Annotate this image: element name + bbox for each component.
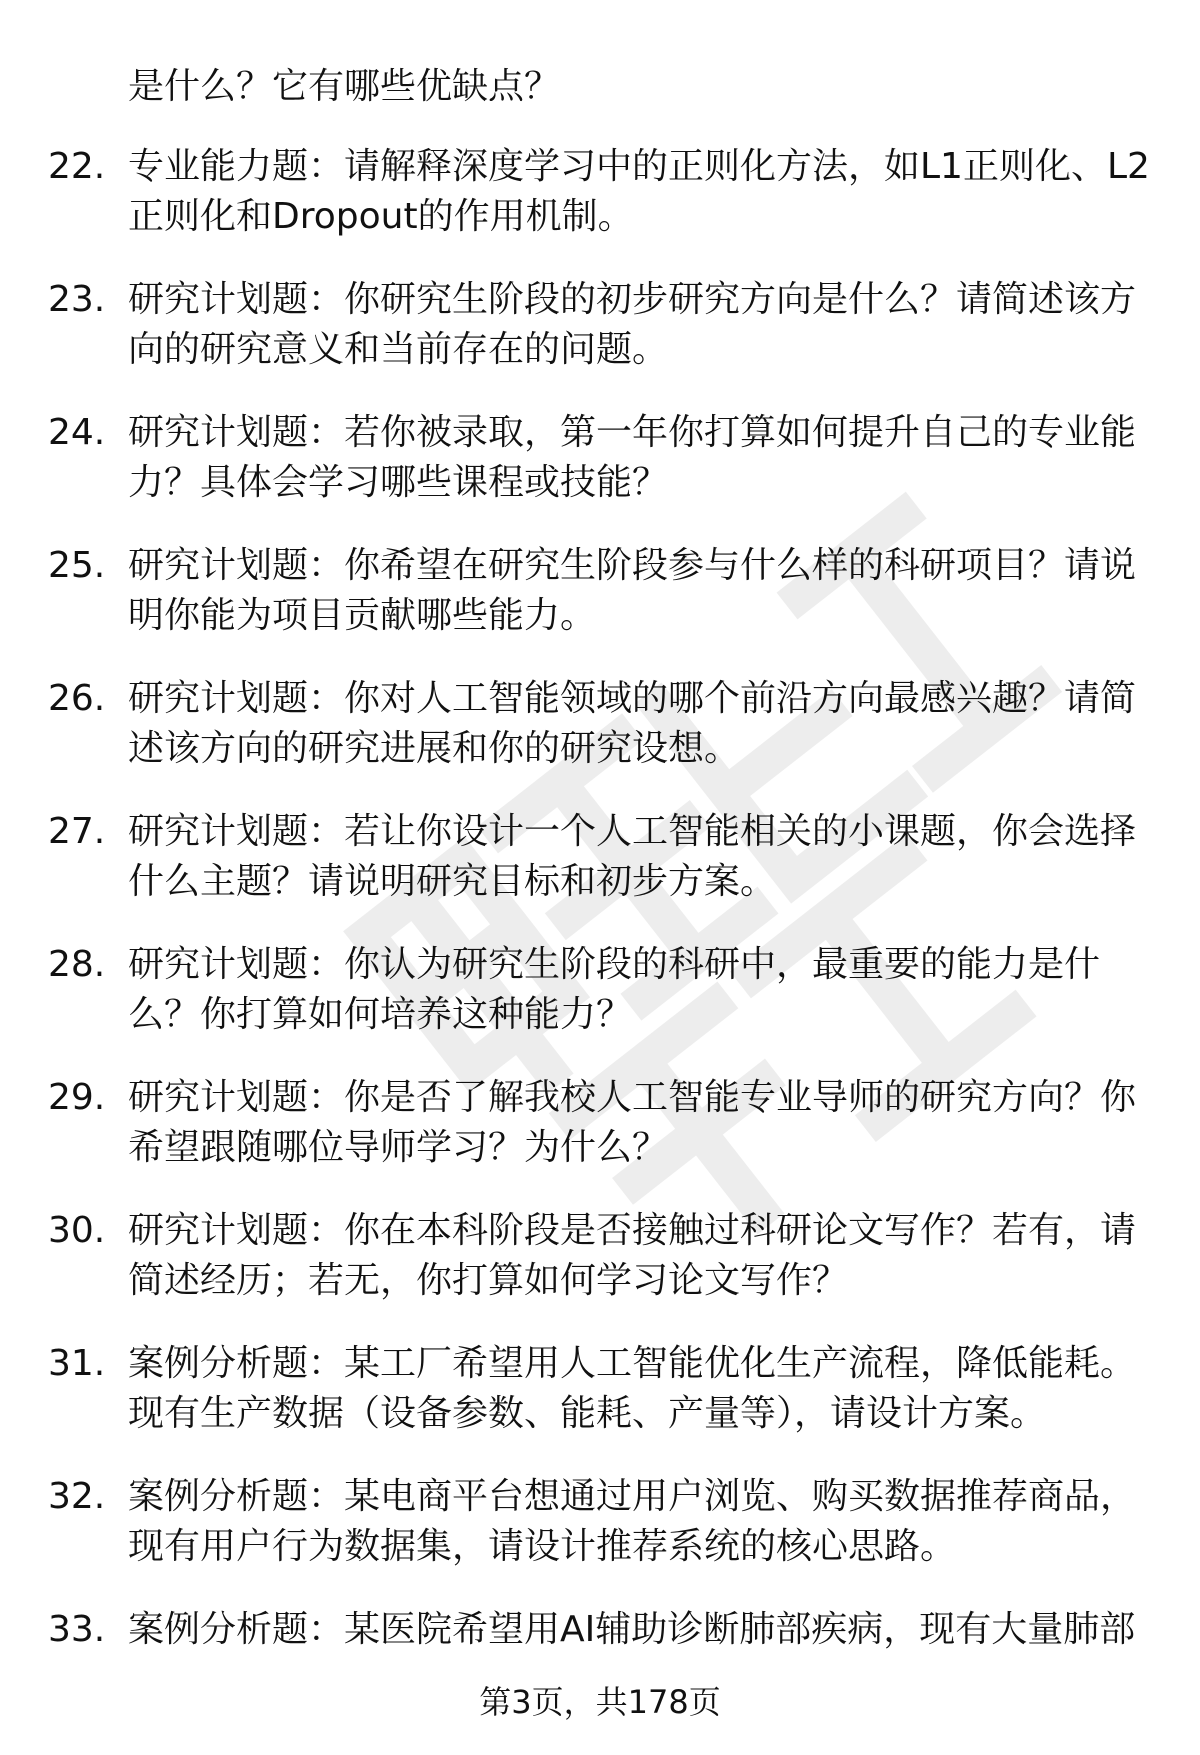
question-item-23 bbox=[0, 275, 1200, 408]
question-text bbox=[128, 674, 1148, 774]
question-number: 30. bbox=[48, 1210, 106, 1251]
question-text bbox=[128, 940, 1148, 1040]
question-item-31 bbox=[0, 1339, 1200, 1472]
question-item-27 bbox=[0, 807, 1200, 940]
question-line: 研究计划题：若你被录取，第一年你打算如何提升自己的专业能 bbox=[128, 412, 1137, 453]
question-number: 27. bbox=[48, 811, 106, 852]
question-text bbox=[128, 1073, 1148, 1173]
question-item-24 bbox=[0, 408, 1200, 541]
page-number-footer: 第3页，共178页 bbox=[479, 1683, 721, 1721]
question-line: 研究计划题：你是否了解我校人工智能专业导师的研究方向？你 bbox=[128, 1077, 1137, 1118]
question-text bbox=[128, 275, 1148, 375]
question-list bbox=[0, 142, 1200, 1738]
question-number: 33. bbox=[48, 1609, 106, 1650]
question-line: 案例分析题：某工厂希望用人工智能优化生产流程，降低能耗。 bbox=[128, 1343, 1137, 1384]
question-line: 专业能力题：请解释深度学习中的正则化方法，如L1正则化、L2 bbox=[128, 146, 1150, 187]
question-line: 正则化和Dropout的作用机制。 bbox=[128, 196, 634, 237]
question-line: 希望跟随哪位导师学习？为什么？ bbox=[128, 1127, 669, 1168]
question-number: 31. bbox=[48, 1343, 106, 1384]
question-line: 研究计划题：你在本科阶段是否接触过科研论文写作？若有，请 bbox=[128, 1210, 1137, 1251]
question-text bbox=[128, 1472, 1148, 1572]
question-line: 研究计划题：若让你设计一个人工智能相关的小课题，你会选择 bbox=[128, 811, 1137, 852]
question-text bbox=[128, 142, 1148, 242]
question-text bbox=[128, 408, 1148, 508]
question-number: 22. bbox=[48, 146, 106, 187]
question-line: 现有用户行为数据集，请设计推荐系统的核心思路。 bbox=[128, 1526, 957, 1567]
question-number: 29. bbox=[48, 1077, 106, 1118]
question-line: 案例分析题：某医院希望用AI辅助诊断肺部疾病，现有大量肺部 bbox=[128, 1609, 1136, 1650]
question-line: 力？具体会学习哪些课程或技能？ bbox=[128, 462, 669, 503]
question-item-26 bbox=[0, 674, 1200, 807]
continuation-text: 是什么？它有哪些优缺点？ bbox=[128, 66, 561, 107]
question-line: 研究计划题：你希望在研究生阶段参与什么样的科研项目？请说 bbox=[128, 545, 1137, 586]
question-item-22 bbox=[0, 142, 1200, 275]
question-item-28 bbox=[0, 940, 1200, 1073]
question-text bbox=[128, 1339, 1148, 1439]
question-item-25 bbox=[0, 541, 1200, 674]
question-line: 述该方向的研究进展和你的研究设想。 bbox=[128, 728, 741, 769]
question-item-32 bbox=[0, 1472, 1200, 1605]
question-number: 24. bbox=[48, 412, 106, 453]
question-text bbox=[128, 541, 1148, 641]
question-text bbox=[128, 807, 1148, 907]
question-line: 研究计划题：你研究生阶段的初步研究方向是什么？请简述该方 bbox=[128, 279, 1137, 320]
question-line: 么？你打算如何培养这种能力？ bbox=[128, 994, 633, 1035]
question-text bbox=[128, 1605, 1148, 1655]
question-number: 25. bbox=[48, 545, 106, 586]
question-number: 28. bbox=[48, 944, 106, 985]
question-line: 案例分析题：某电商平台想通过用户浏览、购买数据推荐商品， bbox=[128, 1476, 1137, 1517]
question-item-30 bbox=[0, 1206, 1200, 1339]
question-number: 26. bbox=[48, 678, 106, 719]
question-line: 简述经历；若无，你打算如何学习论文写作？ bbox=[128, 1260, 849, 1301]
question-text bbox=[128, 1206, 1148, 1306]
question-line: 研究计划题：你认为研究生阶段的科研中，最重要的能力是什 bbox=[128, 944, 1101, 985]
question-line: 向的研究意义和当前存在的问题。 bbox=[128, 329, 669, 370]
question-number: 32. bbox=[48, 1476, 106, 1517]
question-item-29 bbox=[0, 1073, 1200, 1206]
question-number: 23. bbox=[48, 279, 106, 320]
question-line: 明你能为项目贡献哪些能力。 bbox=[128, 595, 597, 636]
question-line: 什么主题？请说明研究目标和初步方案。 bbox=[128, 861, 777, 902]
question-line: 研究计划题：你对人工智能领域的哪个前沿方向最感兴趣？请简 bbox=[128, 678, 1137, 719]
question-line: 现有生产数据（设备参数、能耗、产量等），请设计方案。 bbox=[128, 1393, 1047, 1434]
